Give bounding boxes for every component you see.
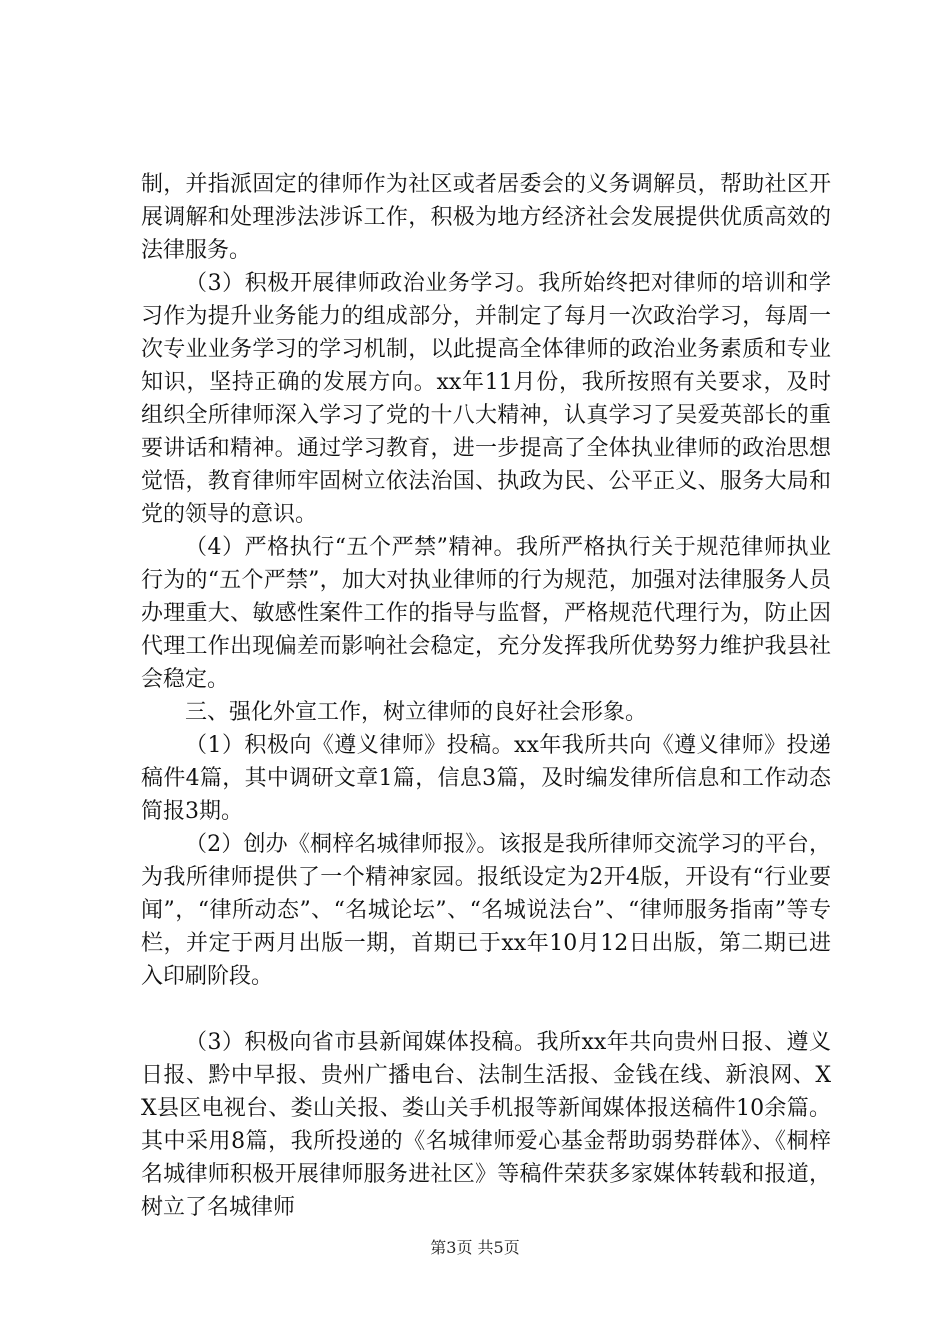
paragraph-media-submissions: （3）积极向省市县新闻媒体投稿。我所xx年共向贵州日报、遵义日报、黔中早报、贵州广播电台、法制生活报、金钱在线、新浪网、XX县区电视台、娄山关报、娄山关手机报等新闻媒体报送稿件10余篇。其中采用8篇，我所投递的《名城律师爱心基金帮助弱势群体》、《桐梓名城律师积极开展律师服务进社区》等稿件荣获多家媒体转载和报道，树立了名城律师 [141,1030,831,1220]
paragraph-zunyi-lawyer: （1）积极向《遵义律师》投稿。xx年我所共向《遵义律师》投递稿件4篇，其中调研文章1篇，信息3篇，及时编发律所信息和工作动态简报3期。 [141,733,831,824]
blank-line [141,993,831,1026]
paragraph-five-prohibitions: （4）严格执行“五个严禁”精神。我所严格执行关于规范律师执业行为的“五个严禁”，加大对执业律师的行为规范，加强对法律服务人员办理重大、敏感性案件工作的指导与监督，严格规范代理行为，防止因代理工作出现偏差而影响社会稳定，充分发挥我所优势努力维护我县社会稳定。 [141,535,831,692]
section-heading-publicity: 三、强化外宣工作，树立律师的良好社会形象。 [185,700,648,725]
paragraph-political-study: （3）积极开展律师政治业务学习。我所始终把对律师的培训和学习作为提升业务能力的组成部分，并制定了每月一次政治学习，每周一次专业业务学习的学习机制，以此提高全体律师的政治业务素质和专业知识，坚持正确的发展方向。xx年11月份，我所按照有关要求，及时组织全所律师深入学习了党的十八大精神，认真学习了吴爱英部长的重要讲话和精神。通过学习教育，进一步提高了全体执业律师的政治思想觉悟，教育律师牢固树立依法治国、执政为民、公平正义、服务大局和党的领导的意识。 [141,271,831,527]
paragraph-continuation: 制，并指派固定的律师作为社区或者居委会的义务调解员，帮助社区开展调解和处理涉法涉诉工作，积极为地方经济社会发展提供优质高效的法律服务。 [141,172,831,263]
page-footer: 第3页 共5页 [430,1238,520,1257]
document-body [141,168,831,1224]
paragraph-lawyer-newspaper: （2）创办《桐梓名城律师报》。该报是我所律师交流学习的平台，为我所律师提供了一个精神家园。报纸设定为2开4版，开设有“行业要闻”，“律所动态”、“名城论坛”、“名城说法台”、“律师服务指南”等专栏，并定于两月出版一期，首期已于xx年10月12日出版，第二期已进入印刷阶段。 [141,832,831,989]
